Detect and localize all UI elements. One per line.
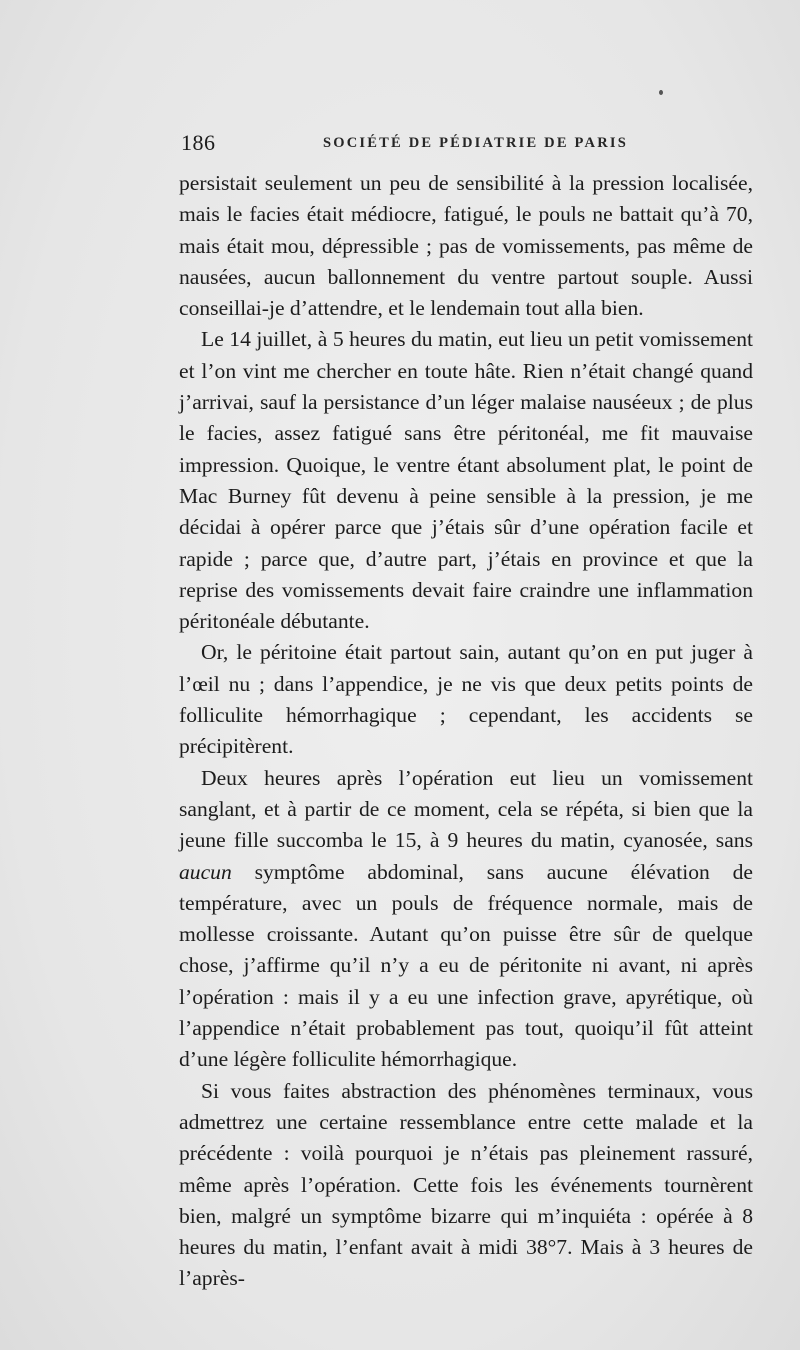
paragraph-text: Deux heures après l’opération eut lieu un vomissement sanglant, et à partir de ce moment, cela se répéta, si bien que la jeune fille succomba le 15, à 9 heures du matin, cyanosée, sans: [179, 765, 753, 853]
body-text: [179, 168, 753, 1295]
running-title: SOCIÉTÉ DE PÉDIATRIE DE PARIS: [323, 135, 628, 151]
page-header: [181, 130, 751, 160]
emphasis-text: aucun: [179, 859, 232, 884]
paragraph-text: Le 14 juillet, à 5 heures du matin, eut lieu un petit vomissement et l’on vint me chercher en toute hâte. Rien n’était changé quand j’arrivai, sauf la persistance d’un léger malaise nauséeux ; de plus le facies, assez fatigué sans être péritonéal, me fit mauvaise impression. Quoique, le ventre étant absolument plat, le point de Mac Burney fût devenu à peine sensible à la pression, je me décidai à opérer parce que j’étais sûr d’une opération facile et rapide ; parce que, d’autre part, j’étais en province et que la reprise des vomissements devait faire craindre une inflammation péritonéale débutante.: [179, 327, 753, 634]
paragraph-text-continued: symptôme abdominal, sans aucune élévation de température, avec un pouls de fréquence normale, mais de mollesse croissante. Autant qu’on puisse être sûr de quelque chose, j’affirme qu’il n’y a eu de péritonite ni avant, ni après l’opération : mais il y a eu une infection grave, apyrétique, où l’appendice n’était probablement pas tout, quoiqu’il fût atteint d’une légère folliculite hémorrhagique.: [179, 859, 753, 1072]
page-number: 186: [181, 130, 216, 155]
paragraph-4: [179, 763, 753, 1076]
paragraph-1: [179, 168, 753, 324]
paragraph-5: [179, 1076, 753, 1295]
paragraph-3: [179, 637, 753, 762]
paragraph-text: Or, le péritoine était partout sain, autant qu’on en put juger à l’œil nu ; dans l’appendice, je ne vis que deux petits points de folliculite hémorrhagique ; cependant, les accidents se précipitèrent.: [179, 640, 753, 759]
ink-speck: [659, 90, 663, 95]
paragraph-text: persistait seulement un peu de sensibilité à la pression localisée, mais le facies était médiocre, fatigué, le pouls ne battait qu’à 70, mais était mou, dépressible ; pas de vomissements, pas même de nausées, aucun ballonnement du ventre partout souple. Aussi conseillai-je d’attendre, et le lendemain tout alla bien.: [179, 171, 753, 321]
paragraph-2: [179, 324, 753, 637]
paragraph-text: Si vous faites abstraction des phénomènes terminaux, vous admettrez une certaine ressemblance entre cette malade et la précédente : voilà pourquoi je n’étais pas pleinement rassuré, même après l’opération. Cette fois les événements tournèrent bien, malgré un symptôme bizarre qui m’inquiéta : opérée à 8 heures du matin, l’enfant avait à midi 38°7. Mais à 3 heures de l’après-: [179, 1078, 753, 1291]
